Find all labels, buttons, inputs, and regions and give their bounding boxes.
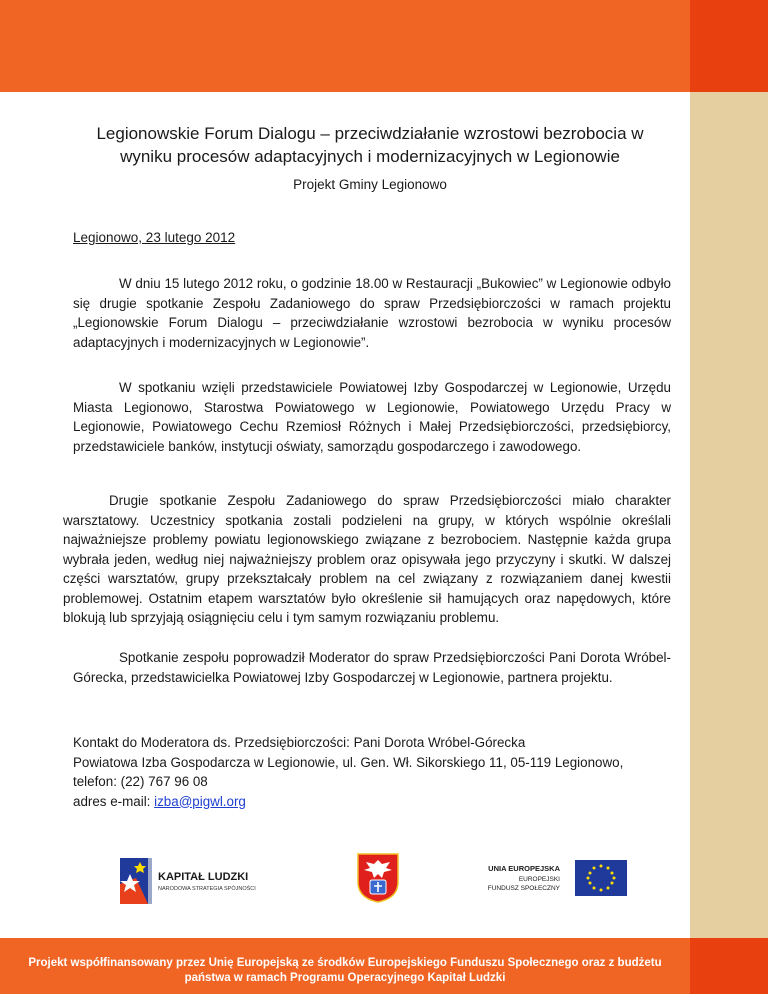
kapital-ludzki-emblem-icon xyxy=(118,856,278,908)
eu-logo xyxy=(470,858,630,898)
kapital-ludzki-tagline: NARODOWA STRATEGIA SPÓJNOŚCI xyxy=(158,886,256,892)
eu-flag-icon xyxy=(470,858,630,898)
footer-band-accent xyxy=(690,938,768,994)
contact-line-address: Powiatowa Izba Gospodarcza w Legionowie, ul. Gen. Wł. Sikorskiego 11, 05-119 Legionowo, xyxy=(73,754,624,770)
coat-of-arms-logo xyxy=(356,852,400,904)
kapital-ludzki-name: KAPITAŁ LUDZKI xyxy=(158,871,249,883)
header-band xyxy=(0,0,690,92)
eu-line-3: FUNDUSZ SPOŁECZNY xyxy=(487,885,560,892)
footer-cofinancing-note: Projekt współfinansowany przez Unię Europejską ze środków Europejskiego Funduszu Społecznego oraz z budżetu państwa w ramach Programu Operacyjnego Kapitał Ludzki xyxy=(28,957,662,984)
paragraph-participants: W spotkaniu wzięli przedstawiciele Powiatowej Izby Gospodarczej w Legionowie, Urzędu Miasta Legionowo, Starostwa Powiatowego w Legionowie, Powiatowego Urzędu Pracy w Legionowie, Powiatowego Cechu Rzemiosł Różnych i Małej Przedsiębiorczości, przedsiębiorcy, przedstawiciele banków, instytucji oświaty, samorządu gospodarczego i zawodowego. xyxy=(73,380,671,454)
email-label: adres e-mail: xyxy=(73,793,155,809)
eu-line-2: EUROPEJSKI xyxy=(518,876,560,883)
paragraph-moderator: Spotkanie zespołu poprowadził Moderator do spraw Przedsiębiorczości Pani Dorota Wróbel-Górecka, przedstawicielka Powiatowej Izby Gospodarczej w Legionowie, partnera projektu. xyxy=(73,650,671,685)
contact-line-moderator: Kontakt do Moderatora ds. Przedsiębiorczości: Pani Dorota Wróbel-Górecka xyxy=(73,735,526,750)
kapital-ludzki-logo xyxy=(118,856,278,908)
header-band-accent xyxy=(690,0,768,92)
coat-of-arms-icon xyxy=(356,852,400,904)
email-link[interactable]: izba@pigwl.org xyxy=(154,793,246,809)
document-subtitle: Projekt Gminy Legionowo xyxy=(293,177,447,192)
paragraph-workshop: Drugie spotkanie Zespołu Zadaniowego do spraw Przedsiębiorczości miało charakter warsztatowy. Uczestnicy spotkania zostali podzieleni na grupy, w których wspólnie określali najważniejsze problemy powiatu legionowskiego związane z bezrobociem. Następnie każda grupa wybrała jeden, według niej najważniejszy problem oraz opisywała jego przyczyny i skutki. W dalszej części warsztatów, grupy przekształcały problem na cel związany z rozwiązaniem danej kwestii problemowej. Ostatnim etapem warsztatów było określenie sił hamujących oraz napędowych, które blokują lub sprzyjają osiągnięciu celu i tym samym rozwiązaniu problemu. xyxy=(63,493,671,625)
contact-block xyxy=(73,733,673,811)
date-line: Legionowo, 23 lutego 2012 xyxy=(73,230,236,245)
paragraph-meeting: W dniu 15 lutego 2012 roku, o godzinie 18.00 w Restauracji „Bukowiec” w Legionowie odbyło się drugie spotkanie Zespołu Zadaniowego do spraw Przedsiębiorczości w ramach projektu „Legionowskie Forum Dialogu – przeciwdziałanie wzrostowi bezrobocia w wyniku procesów adaptacyjnych i modernizacyjnych w Legionowie”. xyxy=(73,276,671,350)
contact-line-email xyxy=(73,792,673,812)
contact-line-phone: telefon: (22) 767 96 08 xyxy=(73,774,208,789)
side-band xyxy=(690,92,768,938)
eu-line-1: UNIA EUROPEJSKA xyxy=(488,864,560,873)
document-title: Legionowskie Forum Dialogu – przeciwdziałanie wzrostowi bezrobocia w wyniku procesów adaptacyjnych i modernizacyjnych w Legionowie xyxy=(96,124,644,166)
